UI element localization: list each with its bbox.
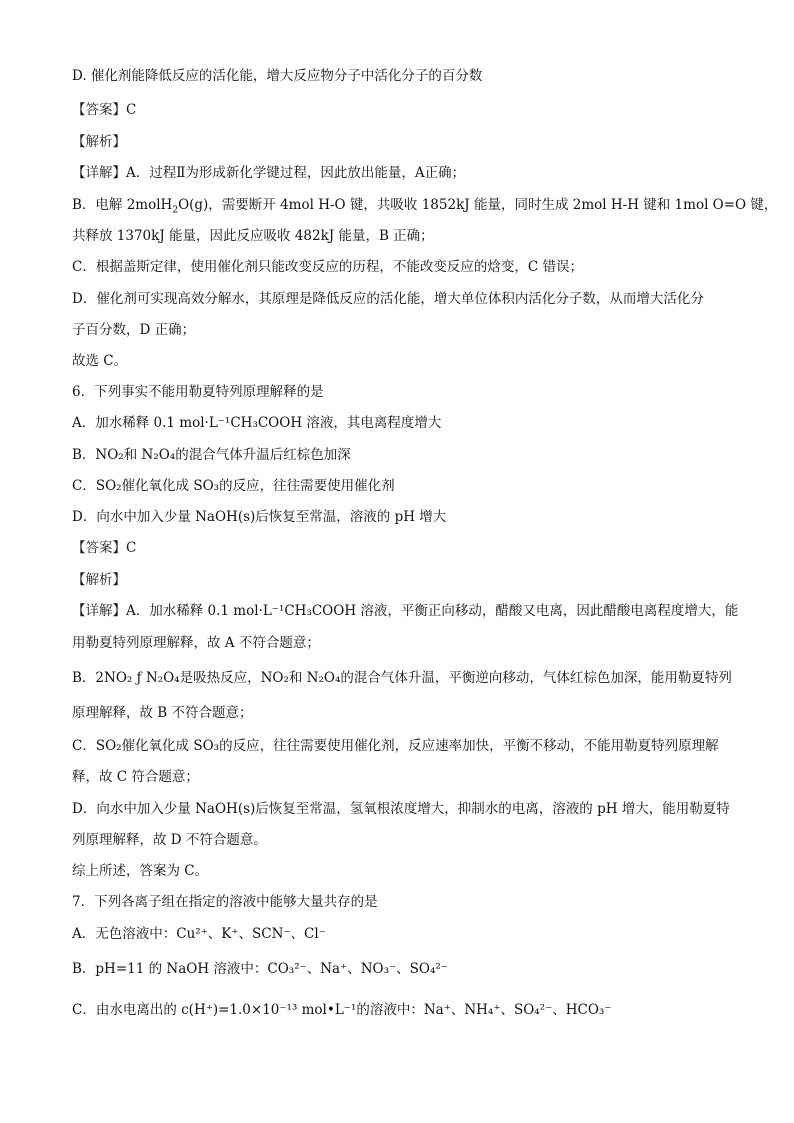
- q5-detail-d1: D．催化剂可实现高效分解水，其原理是降低反应的活化能，增大单位体积内活化分子数，从而增大活化分: [72, 291, 704, 307]
- q6-option-a: A．加水稀释 0.1 mol·L⁻¹CH₃COOH 溶液，其电离程度增大: [72, 415, 442, 431]
- q5-conclusion: 故选 C。: [72, 353, 128, 369]
- q7-question: 7．下列各离子组在指定的溶液中能够大量共存的是: [72, 894, 378, 910]
- q6-conclusion: 综上所述，答案为 C。: [72, 863, 209, 879]
- q6-detail-b2: 原理解释，故 B 不符合题意；: [72, 705, 253, 721]
- q6-question: 6．下列事实不能用勒夏特列原理解释的是: [72, 384, 324, 400]
- q5-answer: 【答案】C: [72, 102, 137, 118]
- q6-detail-d2: 列原理解释，故 D 不符合题意。: [72, 832, 267, 848]
- q5-detail-b2: 共释放 1370kJ 能量，因此反应吸收 482kJ 能量，B 正确；: [72, 228, 434, 244]
- q6-detail-b1: B．2NO₂ ƒ N₂O₄是吸热反应，NO₂和 N₂O₄的混合气体升温，平衡逆向移动，气体红棕色加深，能用勒夏特列: [72, 670, 732, 686]
- q6-option-d: D．向水中加入少量 NaOH(s)后恢复至常温，溶液的 pH 增大: [72, 509, 447, 525]
- q6-detail-c2: 释，故 C 符合题意；: [72, 769, 199, 785]
- q5-detail-c: C．根据盖斯定律，使用催化剂只能改变反应的历程，不能改变反应的焓变，C 错误；: [72, 259, 583, 275]
- q5-detail-b1-post: O(g)，需要断开 4mol H-O 键，共吸收 1852kJ 能量，同时生成 2mol H-H 键和 1mol O=O 键，: [178, 197, 778, 213]
- q7-option-b: B．pH=11 的 NaOH 溶液中：CO₃²⁻、Na⁺、NO₃⁻、SO₄²⁻: [72, 961, 448, 977]
- q6-detail-c1: C．SO₂催化氧化成 SO₃的反应，往往需要使用催化剂，反应速率加快，平衡不移动，不能用勒夏特列原理解: [72, 738, 719, 754]
- q6-detail-a2: 用勒夏特列原理解释，故 A 不符合题意；: [72, 635, 320, 651]
- q5-detail-b1: [72, 196, 777, 214]
- q5-detail-d2: 子百分数，D 正确；: [72, 322, 196, 338]
- q5-option-d: D. 催化剂能降低反应的活化能，增大反应物分子中活化分子的百分数: [72, 68, 483, 84]
- q7-option-a: A．无色溶液中：Cu²⁺、K⁺、SCN⁻、Cl⁻: [72, 926, 326, 942]
- q7-option-c: C．由水电离出的 c(H⁺)=1.0×10⁻¹³ mol•L⁻¹的溶液中：Na⁺、NH₄⁺、SO₄²⁻、HCO₃⁻: [72, 1002, 612, 1018]
- q5-detail-b1-sub: 2: [172, 205, 179, 216]
- q5-detail-a: 【详解】A．过程Ⅱ为形成新化学键过程，因此放出能量，A正确；: [72, 165, 466, 181]
- q6-answer: 【答案】C: [72, 540, 137, 556]
- q6-option-c: C．SO₂催化氧化成 SO₃的反应，往往需要使用催化剂: [72, 478, 395, 494]
- q6-option-b: B．NO₂和 N₂O₄的混合气体升温后红棕色加深: [72, 447, 351, 463]
- q6-detail-a1: 【详解】A．加水稀释 0.1 mol·L⁻¹CH₃COOH 溶液，平衡正向移动，醋酸又电离，因此醋酸电离程度增大，能: [72, 603, 739, 619]
- q5-analysis-label: 【解析】: [72, 134, 126, 150]
- q6-analysis-label: 【解析】: [72, 572, 126, 588]
- q5-detail-b1-pre: B．电解 2molH: [72, 197, 173, 213]
- q6-detail-d1: D．向水中加入少量 NaOH(s)后恢复至常温，氢氧根浓度增大，抑制水的电离，溶液的 pH 增大，能用勒夏特: [72, 801, 730, 817]
